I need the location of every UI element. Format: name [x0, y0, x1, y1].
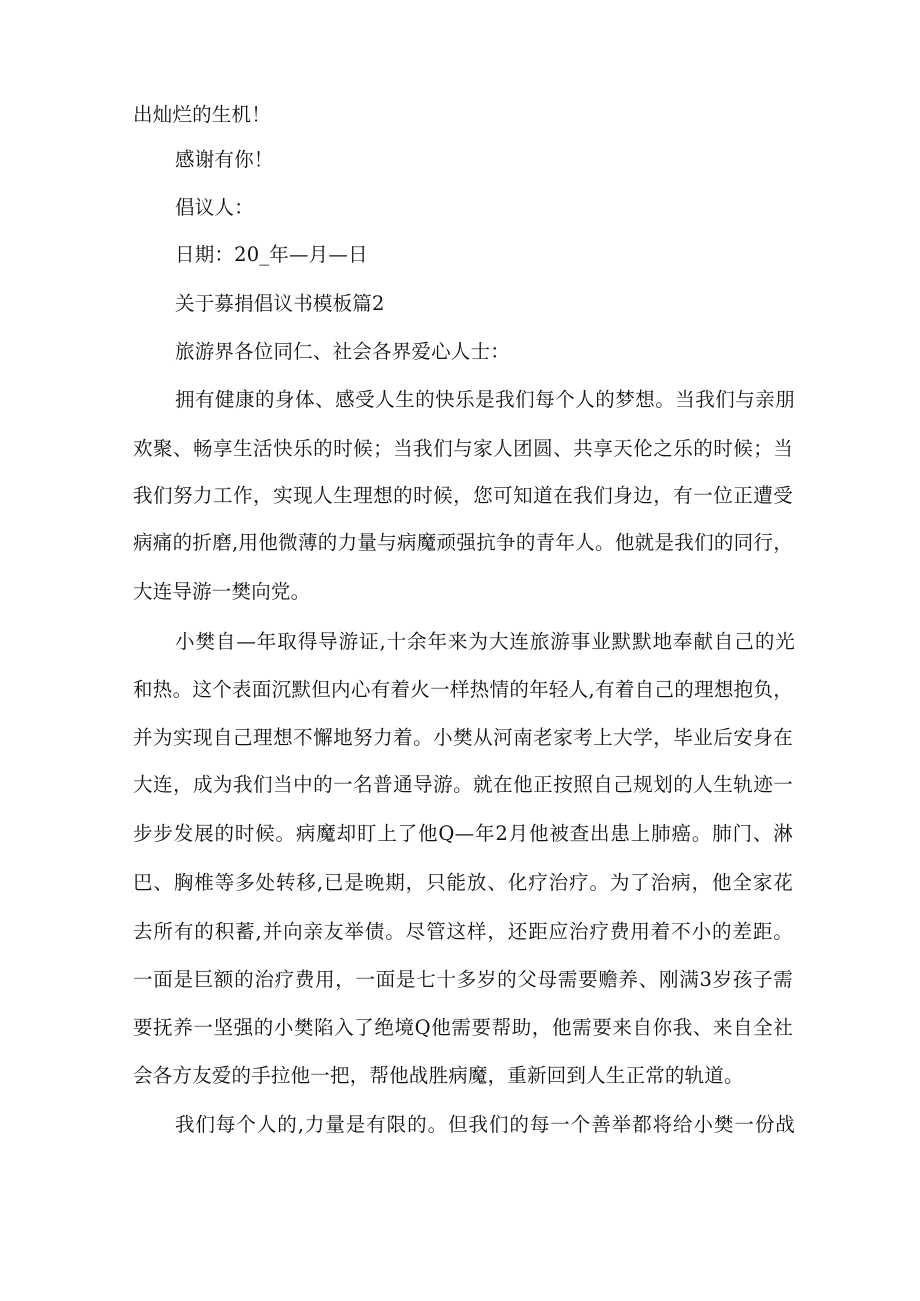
text-line: 会各方友爱的手拉他一把，帮他战胜病魔，重新回到人生正常的轨道。	[133, 1064, 744, 1087]
text-line: 病痛的折磨,用他微薄的力量与病魔顽强抗争的青年人。他就是我们的同行，	[133, 531, 793, 554]
text-line: 和热。这个表面沉默但内心有着火一样热情的年轻人,有着自己的理想抱负，	[133, 678, 793, 701]
text-line: 我们努力工作，实现人生理想的时候，您可知道在我们身边，有一位正遭受	[133, 484, 793, 507]
text-line: 小樊自—年取得导游证,十余年来为大连旅游事业默默地奉献自己的光	[175, 630, 795, 653]
text-line: 感谢有你！	[175, 148, 274, 171]
salutation: 旅游界各位同仁、社会各界爱心人士：	[175, 340, 510, 363]
text-line: 去所有的积蓄,并向亲友举债。尽管这样，还距应治疗费用着不小的差距。	[133, 920, 793, 943]
text-line: 欢聚、畅享生活快乐的时候；当我们与家人团圆、共享天伦之乐的时候；当	[133, 437, 793, 460]
text-line: 我们每个人的,力量是有限的。但我们的每一个善举都将给小樊一份战	[175, 1113, 795, 1136]
text-line: 步步发展的时候。病魔却盯上了他Q—年2月他被查出患上肺癌。肺门、淋	[133, 822, 793, 845]
text-line: 一面是巨额的治疗费用，一面是七十多岁的父母需要赡养、刚满3岁孩子需	[133, 968, 793, 991]
text-line: 大连导游一樊向党。	[133, 580, 311, 603]
text-line: 日期：20_年—月—日	[175, 243, 368, 266]
text-line: 倡议人：	[175, 196, 254, 219]
text-line: 要抚养一坚强的小樊陷入了绝境Q他需要帮助，他需要来自你我、来自全社	[133, 1016, 793, 1039]
text-line: 并为实现自己理想不懈地努力着。小樊从河南老家考上大学，毕业后安身在	[133, 726, 793, 749]
text-line: 大连，成为我们当中的一名普通导游。就在他正按照自己规划的人生轨迹一	[133, 773, 793, 796]
text-line: 巴、胸椎等多处转移,已是晚期，只能放、化疗治疗。为了治病，他全家花	[133, 871, 793, 894]
section-heading: 关于募捐倡议书模板篇2	[175, 292, 385, 315]
text-line: 拥有健康的身体、感受人生的快乐是我们每个人的梦想。当我们与亲朋	[175, 388, 795, 411]
text-line: 出灿烂的生机！	[133, 103, 271, 126]
